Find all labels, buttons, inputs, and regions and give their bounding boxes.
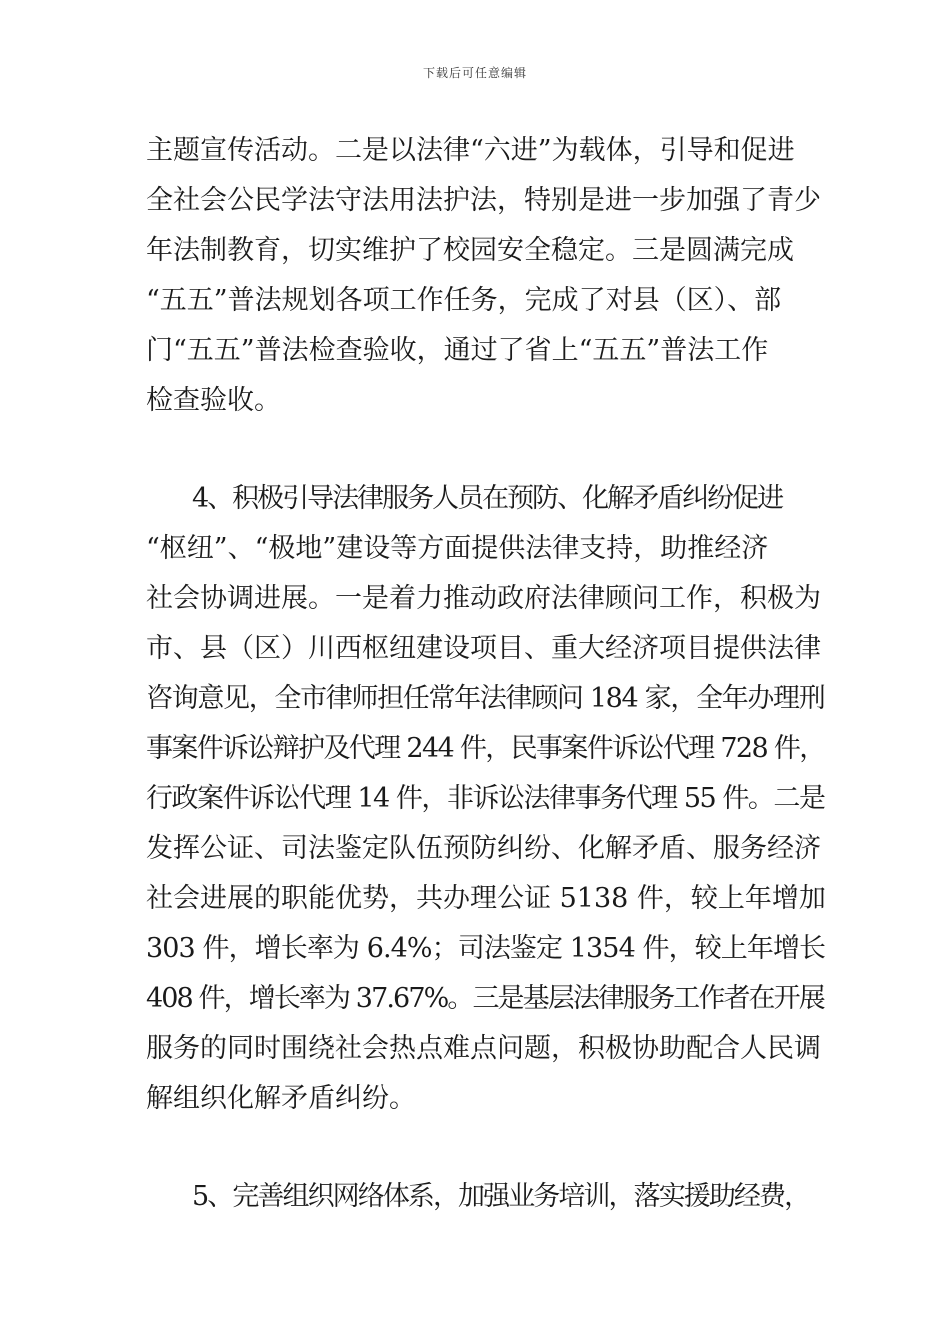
paragraph-line: 检查验收。 [146,385,281,416]
paragraph-line: 事案件诉讼辩护及代理 244 件，民事案件诉讼代理 728 件， [146,733,825,764]
paragraph-line: 解组织化解矛盾纠纷。 [146,1083,416,1114]
paragraph-line: 行政案件诉讼代理 14 件，非诉讼法律事务代理 55 件。二是 [146,783,825,814]
header-note: 下载后可任意编辑 [422,66,527,80]
paragraph-line: 4、积极引导法律服务人员在预防、化解矛盾纠纷促进 [192,483,783,514]
paragraph-line: 服务的同时围绕社会热点难点问题，积极协助配合人民调 [146,1033,821,1064]
paragraph-line: 社会协调进展。一是着力推动政府法律顾问工作，积极为 [146,583,821,614]
paragraph-line: 社会进展的职能优势，共办理公证 5138 件，较上年增加 [146,883,826,914]
paragraph-line: 市、县（区）川西枢纽建设项目、重大经济项目提供法律 [146,633,821,664]
paragraph-line: 408 件，增长率为 37.67%。三是基层法律服务工作者在开展 [146,983,824,1014]
paragraph-line: 5、完善组织网络体系，加强业务培训，落实援助经费， [192,1181,810,1212]
paragraph-line: 咨询意见，全市律师担任常年法律顾问 184 家，全年办理刑 [146,683,825,714]
paragraph-line: 303 件，增长率为 6.4%；司法鉴定 1354 件，较上年增长 [146,933,826,964]
paragraph-line: “五五”普法规划各项工作任务，完成了对县（区）、部 [146,285,782,316]
paragraph-line: 发挥公证、司法鉴定队伍预防纠纷、化解矛盾、服务经济 [146,833,821,864]
paragraph-line: 门“五五”普法检查验收，通过了省上“五五”普法工作 [146,335,769,366]
paragraph-line: 主题宣传活动。二是以法律“六进”为载体，引导和促进 [146,135,795,166]
paragraph-line: “枢纽”、“极地”建设等方面提供法律支持，助推经济 [146,533,769,564]
paragraph-line: 年法制教育，切实维护了校园安全稳定。三是圆满完成 [146,235,794,266]
paragraph-line: 全社会公民学法守法用法护法，特别是进一步加强了青少 [146,185,821,216]
